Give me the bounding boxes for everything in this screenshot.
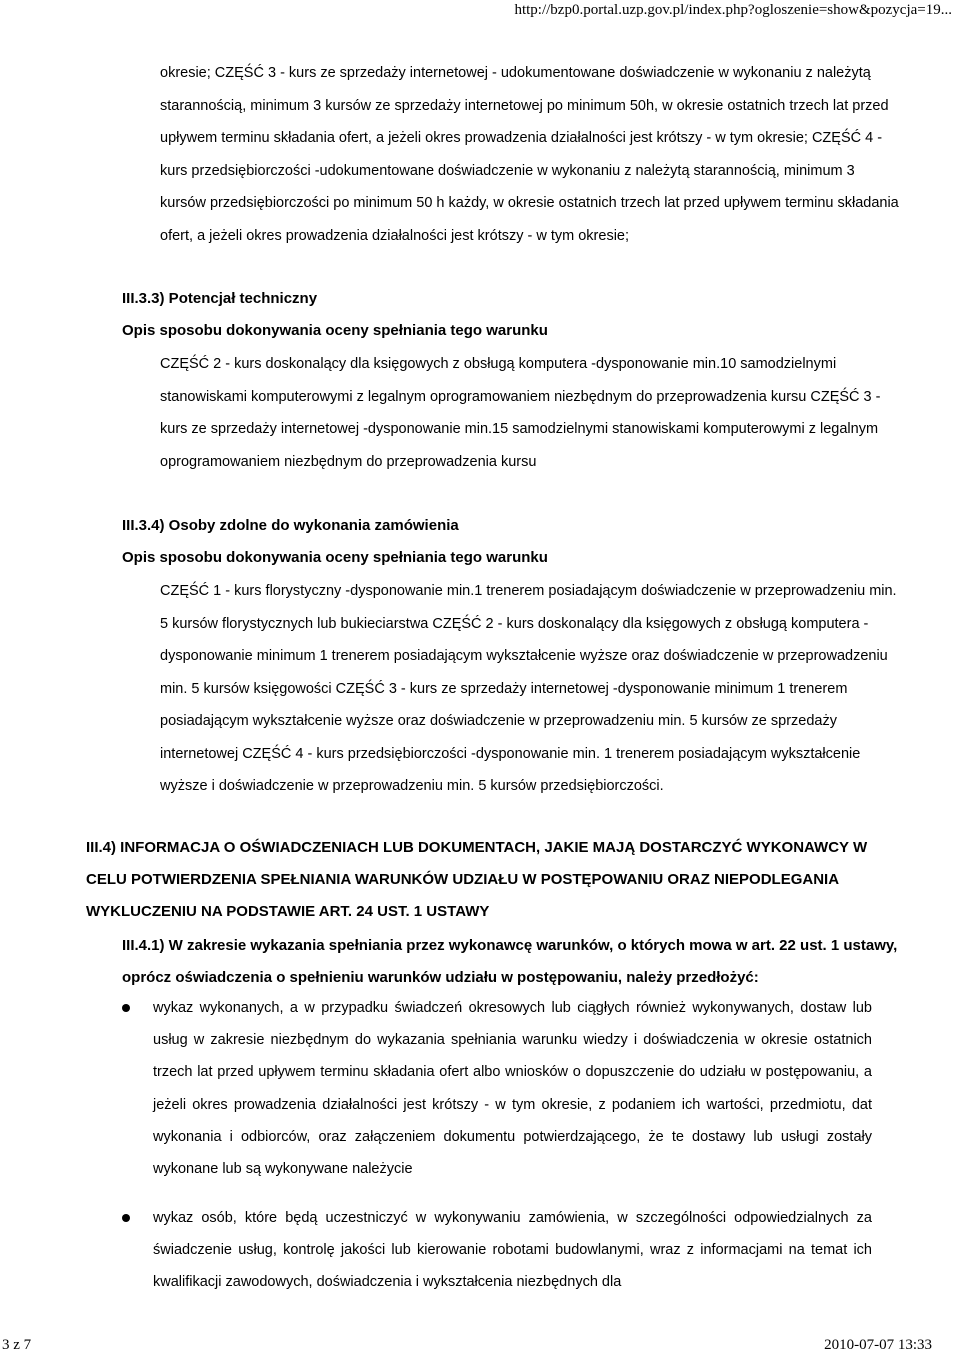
print-datetime: 2010-07-07 13:33	[824, 1337, 932, 1353]
list-item-text: wykaz osób, które będą uczestniczyć w wykonywaniu zamówienia, w szczególności odpowiedzialnych za świadczenie usług, kontrolę jakości lub kierowanie robotami budowlanymi, wraz z informacjami na temat ich kwalifikacji zawodowych, doświadczenia i wykształcenia niezbędnych dla	[153, 1210, 872, 1291]
page-number: 3 z 7	[2, 1337, 32, 1353]
section-subheading-assessment: Opis sposobu dokonywania oceny spełniania tego warunku	[122, 549, 548, 566]
bullet-icon	[122, 1214, 130, 1222]
section-heading-technical: III.3.3) Potencjał techniczny	[122, 290, 318, 307]
section-heading-persons: III.3.4) Osoby zdolne do wykonania zamówienia	[122, 517, 459, 534]
paragraph-persons: CZĘŚĆ 1 - kurs florystyczny -dysponowanie min.1 trenerem posiadającym doświadczenie w przeprowadzeniu min. 5 kursów florystycznych lub bukieciarstwa CZĘŚĆ 2 - kurs doskonalący dla księgowych z obsługą komputera -dysponowanie minimum 1 trenerem posiadającym wykształcenie wyższe oraz doświadczenie w przeprowadzeniu min. 5 kursów księgowości CZĘŚĆ 3 - kurs ze sprzedaży internetowej -dysponowanie minimum 1 trenerem posiadającym wykształcenie wyższe oraz doświadczenie w przeprowadzeniu min. 5 kursów ze sprzedaży internetowej CZĘŚĆ 4 - kurs przedsiębiorczości -dysponowanie min. 1 trenerem posiadającym wykształcenie wyższe i doświadczenie w przeprowadzeniu min. 5 kursów przedsiębiorczości.	[160, 583, 897, 794]
bullet-icon	[122, 1004, 130, 1012]
list-item	[122, 1202, 872, 1299]
section-heading-conditions: III.4.1) W zakresie wykazania spełniania przez wykonawcę warunków, o których mowa w art. 22 ust. 1 ustawy, oprócz oświadczenia o spełnieniu warunków udziału w postępowaniu, należy przedłożyć:	[122, 937, 898, 986]
paragraph-technical: CZĘŚĆ 2 - kurs doskonalący dla księgowych z obsługą komputera -dysponowanie min.10 samodzielnymi stanowiskami komputerowymi z legalnym oprogramowaniem niezbędnym do przeprowadzenia kursu CZĘŚĆ 3 - kurs ze sprzedaży internetowej -dysponowanie min.15 samodzielnymi stanowiskami komputerowymi z legalnym oprogramowaniem niezbędnym do przeprowadzenia kursu	[160, 356, 881, 470]
list-item-text: wykaz wykonanych, a w przypadku świadczeń okresowych lub ciągłych również wykonywanych, dostaw lub usług w zakresie niezbędnym do wykazania spełniania warunku wiedzy i doświadczenia w okresie ostatnich trzech lat przed upływem terminu składania ofert albo wniosków o dopuszczenie do udziału w postępowaniu, a jeżeli okres prowadzenia działalności jest krótszy - w tym okresie, z podaniem ich wartości, przedmiotu, dat wykonania i odbiorców, oraz załączeniem dokumentu potwierdzającego, że te dostawy lub usługi zostały wykonane lub są wykonywane należycie	[153, 1000, 872, 1178]
section-heading-documents: III.4) INFORMACJA O OŚWIADCZENIACH LUB DOKUMENTACH, JAKIE MAJĄ DOSTARCZYĆ WYKONAWCY W CELU POTWIERDZENIA SPEŁNIANIA WARUNKÓW UDZIAŁU W POSTĘPOWANIU ORAZ NIEPODLEGANIA WYKLUCZENIU NA PODSTAWIE ART. 24 UST. 1 USTAWY	[86, 839, 868, 920]
list-item	[122, 992, 872, 1185]
page-url: http://bzp0.portal.uzp.gov.pl/index.php?ogloszenie=show&pozycja=19...	[514, 2, 952, 18]
paragraph-experience: okresie; CZĘŚĆ 3 - kurs ze sprzedaży internetowej - udokumentowane doświadczenie w wykonaniu z należytą starannością, minimum 3 kursów ze sprzedaży internetowej po minimum 50h, w okresie ostatnich trzech lat przed upływem terminu składania ofert, a jeżeli okres prowadzenia działalności jest krótszy - w tym okresie; CZĘŚĆ 4 - kurs przedsiębiorczości -udokumentowane doświadczenie w wykonaniu z należytą starannością, minimum 3 kursów przedsiębiorczości po minimum 50 h każdy, w okresie ostatnich trzech lat przed upływem terminu składania ofert, a jeżeli okres prowadzenia działalności jest krótszy - w tym okresie;	[160, 65, 899, 244]
section-subheading-assessment: Opis sposobu dokonywania oceny spełniania tego warunku	[122, 322, 548, 339]
